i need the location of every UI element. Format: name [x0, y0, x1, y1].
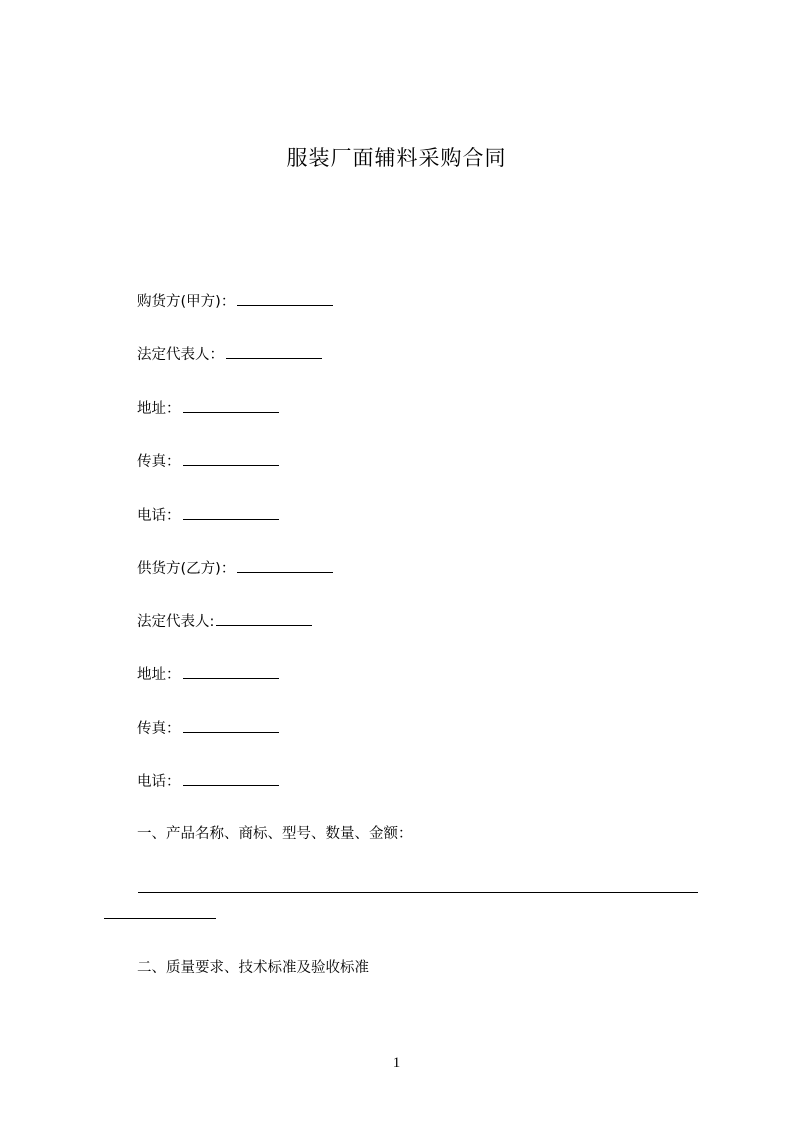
field-label: 地址：: [137, 401, 181, 417]
field-supplier-address: [137, 664, 279, 685]
field-buyer: [137, 291, 333, 312]
section-heading-quality: 二、质量要求、技术标准及验收标准: [137, 960, 369, 976]
fill-blank: [237, 291, 333, 306]
fill-blank: [183, 664, 279, 679]
fill-line-short: [104, 918, 216, 919]
field-label: 法定代表人:: [137, 614, 215, 630]
field-label: 电话：: [137, 508, 181, 524]
fill-blank: [183, 451, 279, 466]
field-supplier: [137, 558, 333, 579]
field-label: 传真：: [137, 454, 181, 470]
field-label: 供货方(乙方)：: [137, 561, 236, 577]
field-label: 购货方(甲方)：: [137, 294, 236, 310]
fill-blank: [183, 398, 279, 413]
fill-blank: [183, 718, 279, 733]
field-supplier-representative: [137, 611, 312, 632]
page-number: 1: [392, 1055, 401, 1071]
field-supplier-phone: [137, 771, 279, 792]
field-label: 地址：: [137, 667, 181, 683]
document-title: 服装厂面辅料采购合同: [286, 146, 507, 170]
field-buyer-fax: [137, 451, 279, 472]
section-heading-products: 一、产品名称、商标、型号、数量、金额：: [137, 826, 413, 842]
fill-blank: [237, 558, 333, 573]
fill-blank: [183, 505, 279, 520]
field-label: 法定代表人：: [137, 347, 224, 363]
field-label: 传真：: [137, 721, 181, 737]
fill-blank: [183, 771, 279, 786]
field-supplier-fax: [137, 718, 279, 739]
field-label: 电话：: [137, 774, 181, 790]
field-buyer-address: [137, 398, 279, 419]
field-buyer-phone: [137, 505, 279, 526]
fill-line-long: [138, 892, 698, 893]
field-buyer-representative: [137, 344, 322, 365]
fill-blank: [216, 611, 312, 626]
fill-blank: [226, 344, 322, 359]
